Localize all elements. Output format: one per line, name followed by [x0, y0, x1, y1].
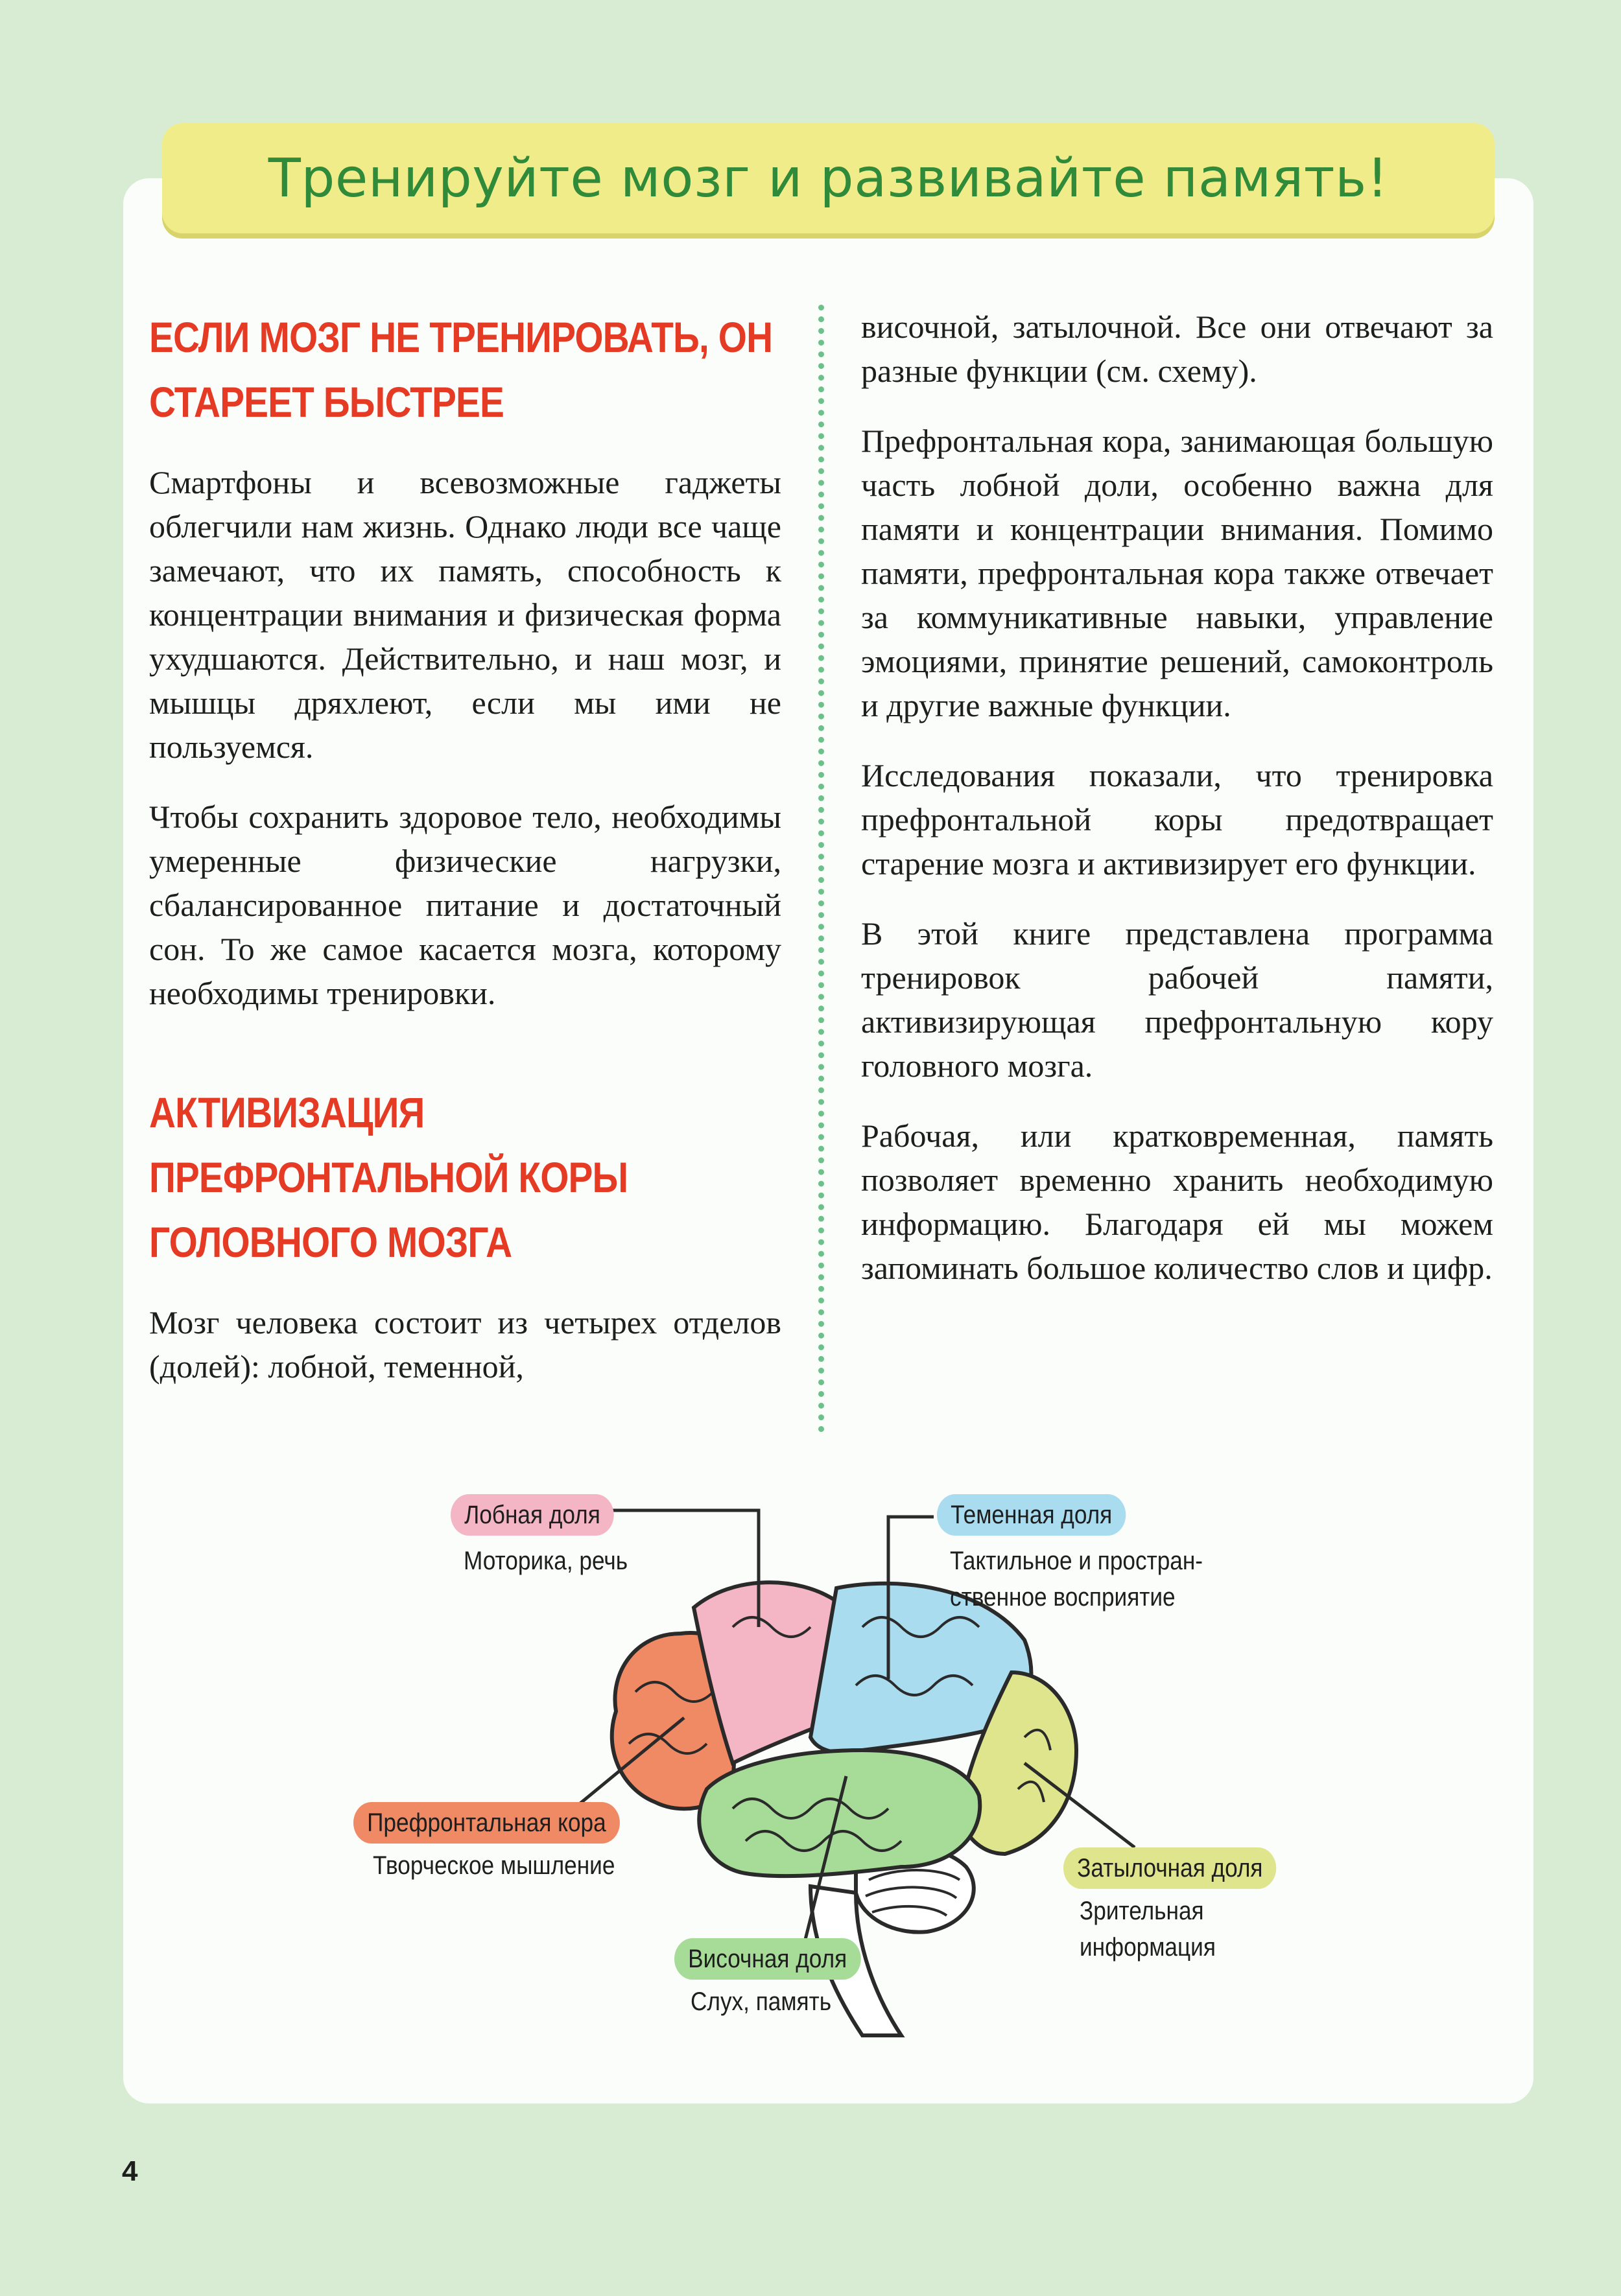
- paragraph-prefrontal-cortex: Префронтальная кора, занимающая большую часть лобной доли, особенно важна для памяти и концентрации внимания. Помимо памяти, префронтальная кора также отвечает за коммуникативные навыки, управление эмоциями, принятие решений, самоконтроль и другие важные функции.: [861, 423, 1493, 723]
- page-number: 4: [122, 2155, 138, 2187]
- paragraph-gadgets: Смартфоны и всевозможные гаджеты облегчили нам жизнь. Однако люди все чаще замечают, что их память, способность к концентрации внимания и физическая форма ухудшаются. Действительно, и наш мозг, и мышцы дряхлеют, если мы ими не пользуемся.: [149, 464, 781, 765]
- desc-prefrontal: Творческое мышление: [373, 1851, 615, 1880]
- title-banner: [162, 123, 1495, 233]
- label-parietal: Теменная доля: [937, 1494, 1126, 1536]
- left-column: [149, 305, 781, 1414]
- desc-frontal: Моторика, речь: [464, 1547, 628, 1575]
- paragraph-lobes-continued: височной, затылочной. Все они отвечают за разные функции (см. схему).: [861, 309, 1493, 389]
- label-occipital: Затылочная доля: [1063, 1847, 1277, 1889]
- paragraph-book-program: В этой книге представлена программа тренировок рабочей памяти, активизирующая префронтальную кору головного мозга.: [861, 915, 1493, 1084]
- label-temporal: Височная доля: [674, 1938, 860, 1980]
- brain-diagram: [344, 1478, 1381, 2042]
- desc-occipital: Зрительная информация: [1080, 1897, 1216, 1962]
- section-heading-prefrontal: АКТИВИЗАЦИЯ ПРЕФРОНТАЛЬНОЙ КОРЫ ГОЛОВНОГО МОЗГА: [149, 1088, 628, 1266]
- label-prefrontal: Префронтальная кора: [353, 1802, 620, 1844]
- label-frontal: Лобная доля: [451, 1494, 614, 1536]
- section-heading-aging: ЕСЛИ МОЗГ НЕ ТРЕНИРОВАТЬ, ОН СТАРЕЕТ БЫСТРЕЕ: [149, 313, 773, 426]
- paragraph-working-memory: Рабочая, или кратковременная, память позволяет временно хранить необходимую информацию. Благодаря ей мы можем запоминать большое количество слов и цифр.: [861, 1118, 1493, 1286]
- right-column: [861, 305, 1493, 1316]
- paragraph-healthy-body: Чтобы сохранить здоровое тело, необходимы умеренные физические нагрузки, сбалансированное питание и достаточный сон. То же самое касается мозга, которому необходимы тренировки.: [149, 799, 781, 1011]
- paragraph-research: Исследования показали, что тренировка префронтальной коры предотвращает старение мозга и активизирует его функции.: [861, 757, 1493, 882]
- column-divider: [818, 305, 824, 1433]
- desc-temporal: Слух, память: [691, 1987, 832, 2016]
- desc-parietal: Тактильное и простран- ственное восприятие: [950, 1547, 1203, 1611]
- page-title: Тренируйте мозг и развивайте память!: [268, 147, 1389, 209]
- temporal-region: [699, 1750, 980, 1876]
- paragraph-brain-lobes: Мозг человека состоит из четырех отделов (долей): лобной, теменной,: [149, 1304, 781, 1385]
